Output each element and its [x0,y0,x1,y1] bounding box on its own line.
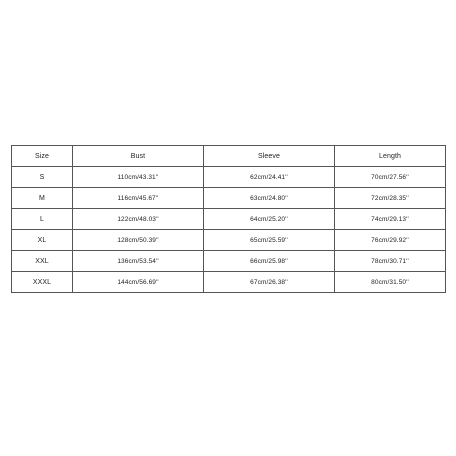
size-cell: M [12,188,73,209]
size-cell: XL [12,230,73,251]
header-bust: Bust [73,146,204,167]
table-header-row [12,146,446,167]
bust-cell: 144cm/56.69'' [73,272,204,293]
size-cell: XXXL [12,272,73,293]
bust-cell: 128cm/50.39'' [73,230,204,251]
size-cell: XXL [12,251,73,272]
sleeve-cell: 63cm/24.80'' [204,188,335,209]
table-row [12,251,446,272]
header-sleeve: Sleeve [204,146,335,167]
sleeve-cell: 66cm/25.98'' [204,251,335,272]
sleeve-cell: 67cm/26.38'' [204,272,335,293]
length-cell: 74cm/29.13'' [335,209,446,230]
bust-cell: 116cm/45.67'' [73,188,204,209]
table-row [12,167,446,188]
table-row [12,272,446,293]
size-cell: L [12,209,73,230]
length-cell: 80cm/31.50'' [335,272,446,293]
table-row [12,230,446,251]
table-row [12,209,446,230]
bust-cell: 122cm/48.03'' [73,209,204,230]
table-row [12,188,446,209]
length-cell: 72cm/28.35'' [335,188,446,209]
sleeve-cell: 64cm/25.20'' [204,209,335,230]
size-chart-table [11,145,446,293]
length-cell: 78cm/30.71'' [335,251,446,272]
sleeve-cell: 65cm/25.59'' [204,230,335,251]
length-cell: 70cm/27.56'' [335,167,446,188]
length-cell: 76cm/29.92'' [335,230,446,251]
bust-cell: 110cm/43.31'' [73,167,204,188]
header-length: Length [335,146,446,167]
bust-cell: 136cm/53.54'' [73,251,204,272]
sleeve-cell: 62cm/24.41'' [204,167,335,188]
header-size: Size [12,146,73,167]
size-cell: S [12,167,73,188]
